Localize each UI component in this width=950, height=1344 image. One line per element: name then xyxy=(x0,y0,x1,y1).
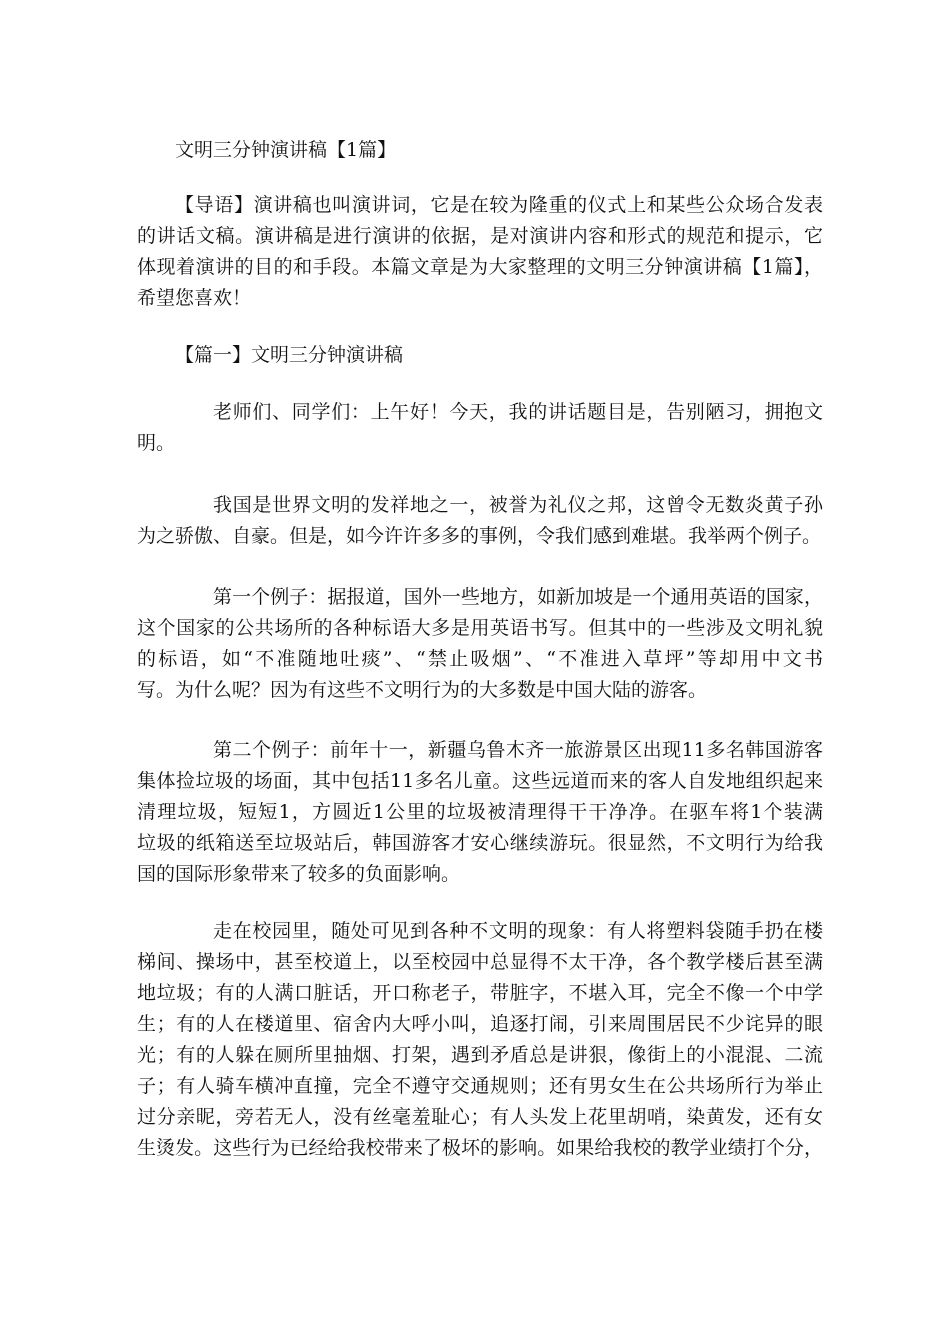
paragraph-line: 明。 xyxy=(137,432,176,454)
school-paragraph xyxy=(137,916,823,1164)
paragraph-line: 过分亲昵，旁若无人，没有丝毫羞耻心；有人头发上花里胡哨，染黄发，还有女 xyxy=(137,1106,823,1128)
paragraph-line: 写。为什么呢？因为有这些不文明行为的大多数是中国大陆的游客。 xyxy=(137,679,708,701)
paragraph-line: 第二个例子：前年十一，新疆乌鲁木齐一旅游景区出现11多名韩国游客 xyxy=(213,739,823,761)
title-line: 文明三分钟演讲稿【1篇】 xyxy=(175,139,397,161)
paragraph-line: 我国是世界文明的发祥地之一，被誉为礼仪之邦，这曾令无数炎黄子孙 xyxy=(213,494,823,516)
heading-line: 【篇一】文明三分钟演讲稿 xyxy=(175,344,404,366)
paragraph-line: 走在校园里，随处可见到各种不文明的现象：有人将塑料袋随手扔在楼 xyxy=(213,920,823,942)
document-title xyxy=(137,135,823,166)
paragraph-line: 集体捡垃圾的场面，其中包括11多名儿童。这些远道而来的客人自发地组织起来 xyxy=(137,770,823,792)
paragraph-line: 的标语，如“不准随地吐痰”、“禁止吸烟”、“不准进入草坪”等却用中文书 xyxy=(137,648,823,670)
paragraph-line: 为之骄傲、自豪。但是，如今许许多多的事例，令我们感到难堪。我举两个例子。 xyxy=(137,525,822,547)
paragraph-line: 子；有人骑车横冲直撞，完全不遵守交通规则；还有男女生在公共场所行为举止 xyxy=(137,1075,823,1097)
greeting-paragraph xyxy=(137,397,823,459)
paragraph-line: 的讲话文稿。演讲稿是进行演讲的依据，是对演讲内容和形式的规范和提示，它 xyxy=(137,225,823,247)
paragraph-line: 生；有的人在楼道里、宿舍内大呼小叫，追逐打闹，引来周围居民不少诧异的眼 xyxy=(137,1013,823,1035)
paragraph-line: 国的国际形象带来了较多的负面影响。 xyxy=(137,863,461,885)
example-two-paragraph xyxy=(137,735,823,890)
paragraph-line: 老师们、同学们：上午好！今天，我的讲话题目是，告别陋习，拥抱文 xyxy=(213,401,823,423)
paragraph-line: 光；有的人躲在厕所里抽烟、打架，遇到矛盾总是讲狠，像街上的小混混、二流 xyxy=(137,1044,823,1066)
intro-paragraph xyxy=(137,190,823,314)
paragraph-line: 清理垃圾，短短1，方圆近1公里的垃圾被清理得干干净净。在驱车将1个装满 xyxy=(137,801,823,823)
paragraph-line: 体现着演讲的目的和手段。本篇文章是为大家整理的文明三分钟演讲稿【1篇】， xyxy=(137,256,823,278)
paragraph-line: 希望您喜欢！ xyxy=(137,287,252,309)
paragraph-line: 【导语】演讲稿也叫演讲词，它是在较为隆重的仪式上和某些公众场合发表 xyxy=(175,194,823,216)
paragraph-line: 第一个例子：据报道，国外一些地方，如新加坡是一个通用英语的国家， xyxy=(213,586,823,608)
paragraph-line: 垃圾的纸箱送至垃圾站后，韩国游客才安心继续游玩。很显然，不文明行为给我 xyxy=(137,832,823,854)
paragraph-line: 梯间、操场中，甚至校道上，以至校园中总显得不太干净，各个教学楼后甚至满 xyxy=(137,951,823,973)
section-heading xyxy=(137,340,823,371)
paragraph-line: 生烫发。这些行为已经给我校带来了极坏的影响。如果给我校的教学业绩打个分， xyxy=(137,1137,823,1159)
country-paragraph xyxy=(137,490,823,552)
paragraph-line: 这个国家的公共场所的各种标语大多是用英语书写。但其中的一些涉及文明礼貌 xyxy=(137,617,823,639)
paragraph-line: 地垃圾；有的人满口脏话，开口称老子，带脏字，不堪入耳，完全不像一个中学 xyxy=(137,982,823,1004)
example-one-paragraph xyxy=(137,582,823,706)
